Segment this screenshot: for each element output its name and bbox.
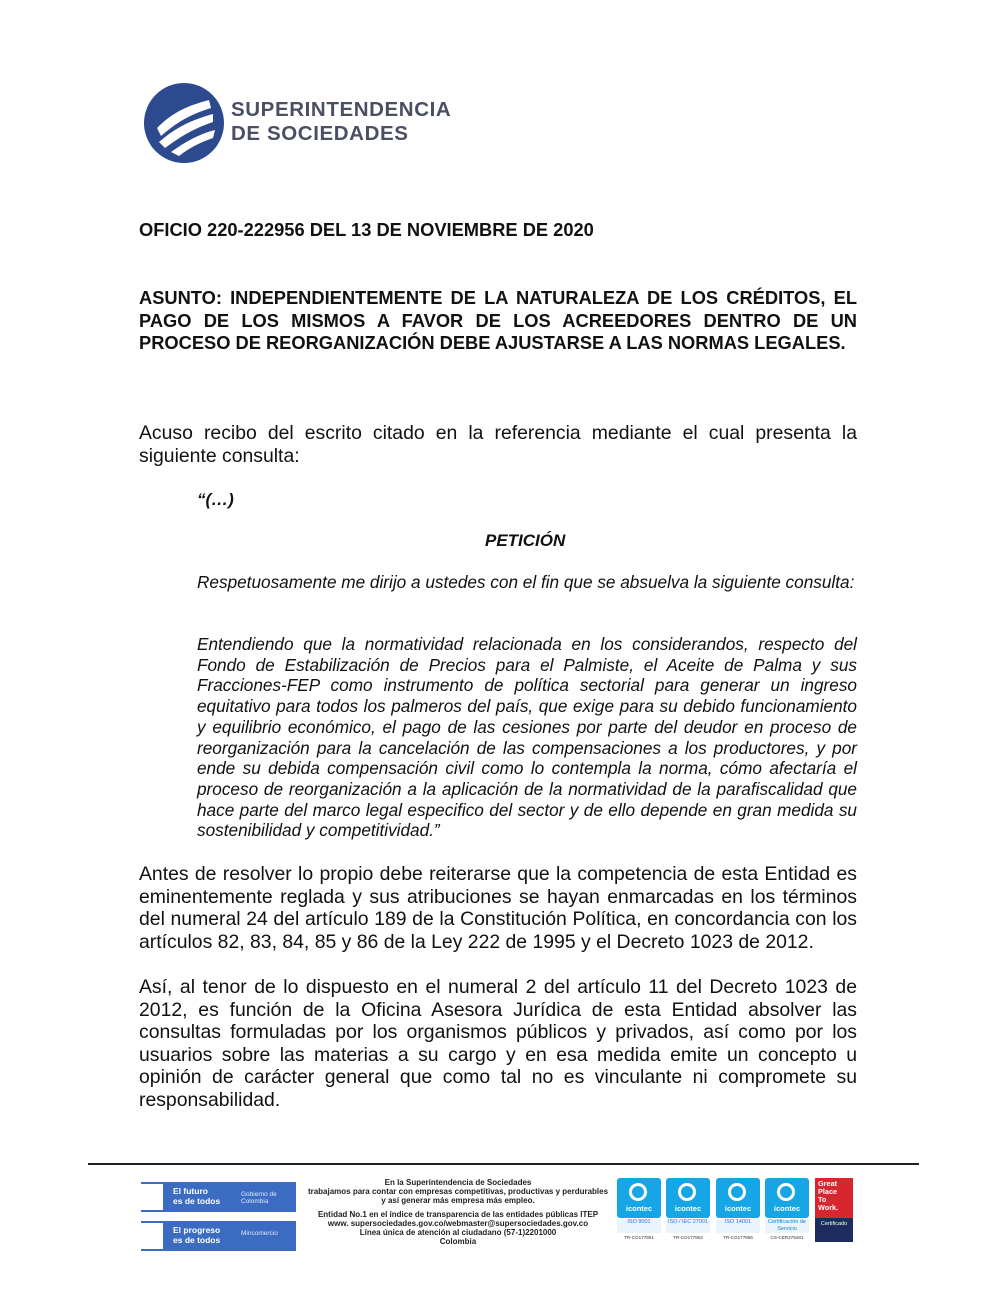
gov-logo-futuro	[141, 1182, 296, 1212]
great-place-to-work-badge: Great Place To Work. Certificado	[815, 1178, 853, 1244]
coat-of-arms-icon	[139, 1223, 163, 1249]
footer-line: y así generar más empresa más empleo.	[381, 1196, 535, 1206]
document-title: OFICIO 220-222956 DEL 13 DE NOVIEMBRE DE 2020	[139, 219, 594, 240]
footer-divider	[88, 1163, 919, 1165]
gov2-line1: El progreso	[173, 1225, 221, 1235]
intro-paragraph: Acuso recibo del escrito citado en la referencia mediante el cual presenta la siguiente consulta:	[139, 422, 857, 467]
quote-paragraph-1: Respetuosamente me dirijo a ustedes con el fin que se absuelva la siguiente consulta:	[197, 572, 855, 592]
body-paragraph-1: Antes de resolver lo propio debe reiterarse que la competencia de esta Entidad es eminentemente reglada y sus atribuciones se hayan enmarcadas en los términos del numeral 24 del artículo 189 de la Constitución Política, en concordancia con los artículos 82, 83, 84, 85 y 86 de la Ley 222 de 1995 y el Decreto 1023 de 2012.	[139, 863, 857, 953]
gov2-line2: es de todos	[173, 1235, 221, 1245]
gov-logo-progreso	[141, 1221, 296, 1251]
icontec-icon	[678, 1183, 696, 1201]
coat-of-arms-icon	[139, 1184, 163, 1210]
document-subject: ASUNTO: INDEPENDIENTEMENTE DE LA NATURALEZA DE LOS CRÉDITOS, EL PAGO DE LOS MISMOS A FAVOR DE LOS ACREEDORES DENTRO DE UN PROCESO DE REORGANIZACIÓN DEBE AJUSTARSE A LAS NORMAS LEGALES.	[139, 287, 857, 353]
icontec-icon	[629, 1183, 647, 1201]
icontec-cert-3: icontec ISO 14001 TR-CO177856	[716, 1178, 760, 1240]
footer-line: www. supersociedades.gov.co/webmaster@supersociedades.gov.co	[327, 1218, 589, 1228]
footer-contact-info	[298, 1178, 618, 1246]
footer-line: Entidad No.1 en el índice de transparencia de las entidades públicas ITEP	[317, 1209, 599, 1219]
peticion-heading: PETICIÓN	[485, 531, 566, 550]
quote-paragraph-2: Entendiendo que la normatividad relacionada en los considerandos, respecto del Fondo de Estabilización de Precios para el Palmiste, el Aceite de Palma y sus Fracciones-FEP como instrumento de política sectorial para generar un ingreso equitativo para todos los palmeros del país, que exige para su debido funcionamiento y equilibrio económico, el pago de las cesiones por parte del deudor en proceso de reorganización para la cancelación de las compensaciones a los productores, y por ende su debida compensación civil como lo contempla la norma, cómo afectaría el proceso de reorganización a la aplicación de la normatividad de la parafiscalidad que hace parte del marco legal especifico del sector y de ello depende en gran medida su sostenibilidad y competitividad.”	[197, 634, 857, 841]
logo-emblem-icon	[143, 82, 225, 164]
footer-line: Colombia	[439, 1237, 477, 1247]
icontec-icon	[777, 1183, 795, 1201]
body-paragraph-2: Así, al tenor de lo dispuesto en el numeral 2 del artículo 11 del Decreto 1023 de 2012, es función de la Oficina Asesora Jurídica de esta Entidad absolver las consultas formuladas por los organismos públicos y privados, así como por los usuarios sobre las materias a su cargo y en esa medida emite un concepto u opinión de carácter general que como tal no es vinculante ni compromete su responsabilidad.	[139, 976, 857, 1111]
footer-line: trabajamos para contar con empresas competitivas, productivas y perdurables	[307, 1187, 609, 1197]
gov1-line1: El futuro	[173, 1186, 208, 1196]
footer-line: En la Superintendencia de Sociedades	[384, 1178, 532, 1187]
logo-line-2: DE SOCIEDADES	[231, 122, 409, 145]
logo-line-1: SUPERINTENDENCIA	[231, 98, 452, 121]
icontec-cert-4: icontec Certificación de Servicio CS-CER279481	[765, 1178, 809, 1240]
gov1-line2: es de todos	[173, 1196, 221, 1206]
gov1-sub: Gobierno de Colombia	[241, 1191, 277, 1205]
footer-line: Línea única de atención al ciudadano (57-1)2201000	[359, 1228, 557, 1238]
gov2-sub: Mincomercio	[241, 1230, 278, 1237]
superintendencia-logo	[143, 82, 483, 168]
icontec-cert-2: icontec ISO / IEC 27001 TR-CO177852	[666, 1178, 710, 1240]
icontec-icon	[728, 1183, 746, 1201]
quote-open: “(…)	[197, 490, 234, 509]
icontec-cert-1: icontec ISO 9001 TR-CO177851	[617, 1178, 661, 1240]
